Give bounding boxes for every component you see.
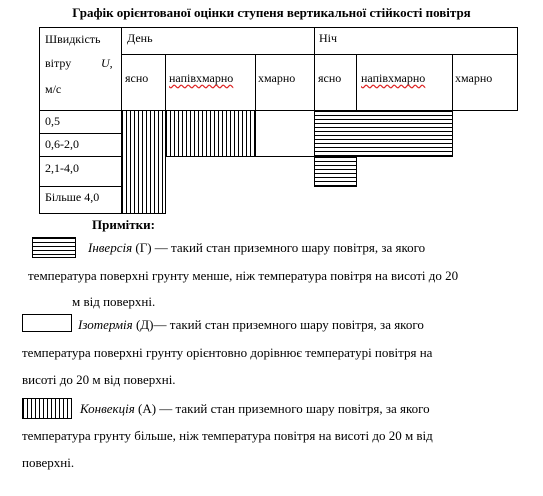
- convection-line3: поверхні.: [22, 455, 75, 470]
- night-clear-label: ясно: [318, 71, 342, 85]
- speed-label-3: Більше 4,0: [45, 190, 100, 204]
- stability-table: [39, 27, 518, 214]
- speed-label-1: 0,6-2,0: [45, 137, 79, 151]
- chart-title: Графік орієнтованої оцінки ступеня вертикальної стійкості повітря: [72, 5, 471, 20]
- day-clear-label: ясно: [125, 71, 149, 85]
- convection-line1-text: (А) — такий стан приземного шару повітря, за якого: [134, 401, 430, 416]
- day-clear-convection: [121, 110, 166, 214]
- isothermia-swatch: [22, 314, 72, 332]
- night-clear-inversion-strong: [314, 156, 357, 187]
- night-header-cell: [314, 27, 518, 55]
- wind-label-unit: U,: [101, 56, 113, 70]
- day-partly-cloudy-label: напівхмарно: [169, 71, 234, 85]
- wind-label-line3: м/с: [45, 82, 62, 96]
- convection-swatch: [22, 398, 72, 419]
- night-label: Ніч: [319, 31, 338, 45]
- wind-label-line1: Швидкість: [45, 32, 101, 46]
- speed-label-2: 2,1-4,0: [45, 161, 79, 175]
- inversion-line1-text: (Г) — такий стан приземного шару повітря, за якого: [132, 240, 426, 255]
- night-partly-cloudy-label: напівхмарно: [361, 71, 426, 85]
- isothermia-line1-text: (Д)— такий стан приземного шару повітря, за якого: [132, 317, 424, 332]
- wind-label-line2: вітру: [45, 56, 72, 70]
- convection-term: Конвекція: [80, 401, 135, 416]
- isothermia-line1: [78, 317, 424, 333]
- inversion-line3: м від поверхні.: [72, 294, 156, 309]
- speed-label-0: 0,5: [45, 114, 60, 128]
- isothermia-line3: висоті до 20 м від поверхні.: [22, 372, 176, 387]
- night-clear-partly-inversion: [314, 110, 453, 157]
- inversion-line1: [88, 240, 425, 256]
- isothermia-line2: температура поверхні грунту орієнтовно дорівнює температурі повітря на: [22, 345, 433, 360]
- day-cloudy-label: хмарно: [258, 71, 296, 85]
- day-label: День: [127, 31, 153, 45]
- isothermia-term: Ізотермія: [78, 317, 133, 332]
- convection-line1: [80, 401, 430, 417]
- day-partly-cloudy-convection: [165, 110, 256, 157]
- convection-line2: температура грунту більше, ніж температура повітря на висоті до 20 м від: [22, 428, 433, 443]
- inversion-swatch: [32, 237, 76, 258]
- notes-heading: Примітки:: [92, 217, 155, 232]
- inversion-term: Інверсія: [88, 240, 133, 255]
- night-cloudy-label: хмарно: [455, 71, 493, 85]
- inversion-line2: температура поверхні грунту менше, ніж температура повітря на висоті до 20: [28, 268, 459, 283]
